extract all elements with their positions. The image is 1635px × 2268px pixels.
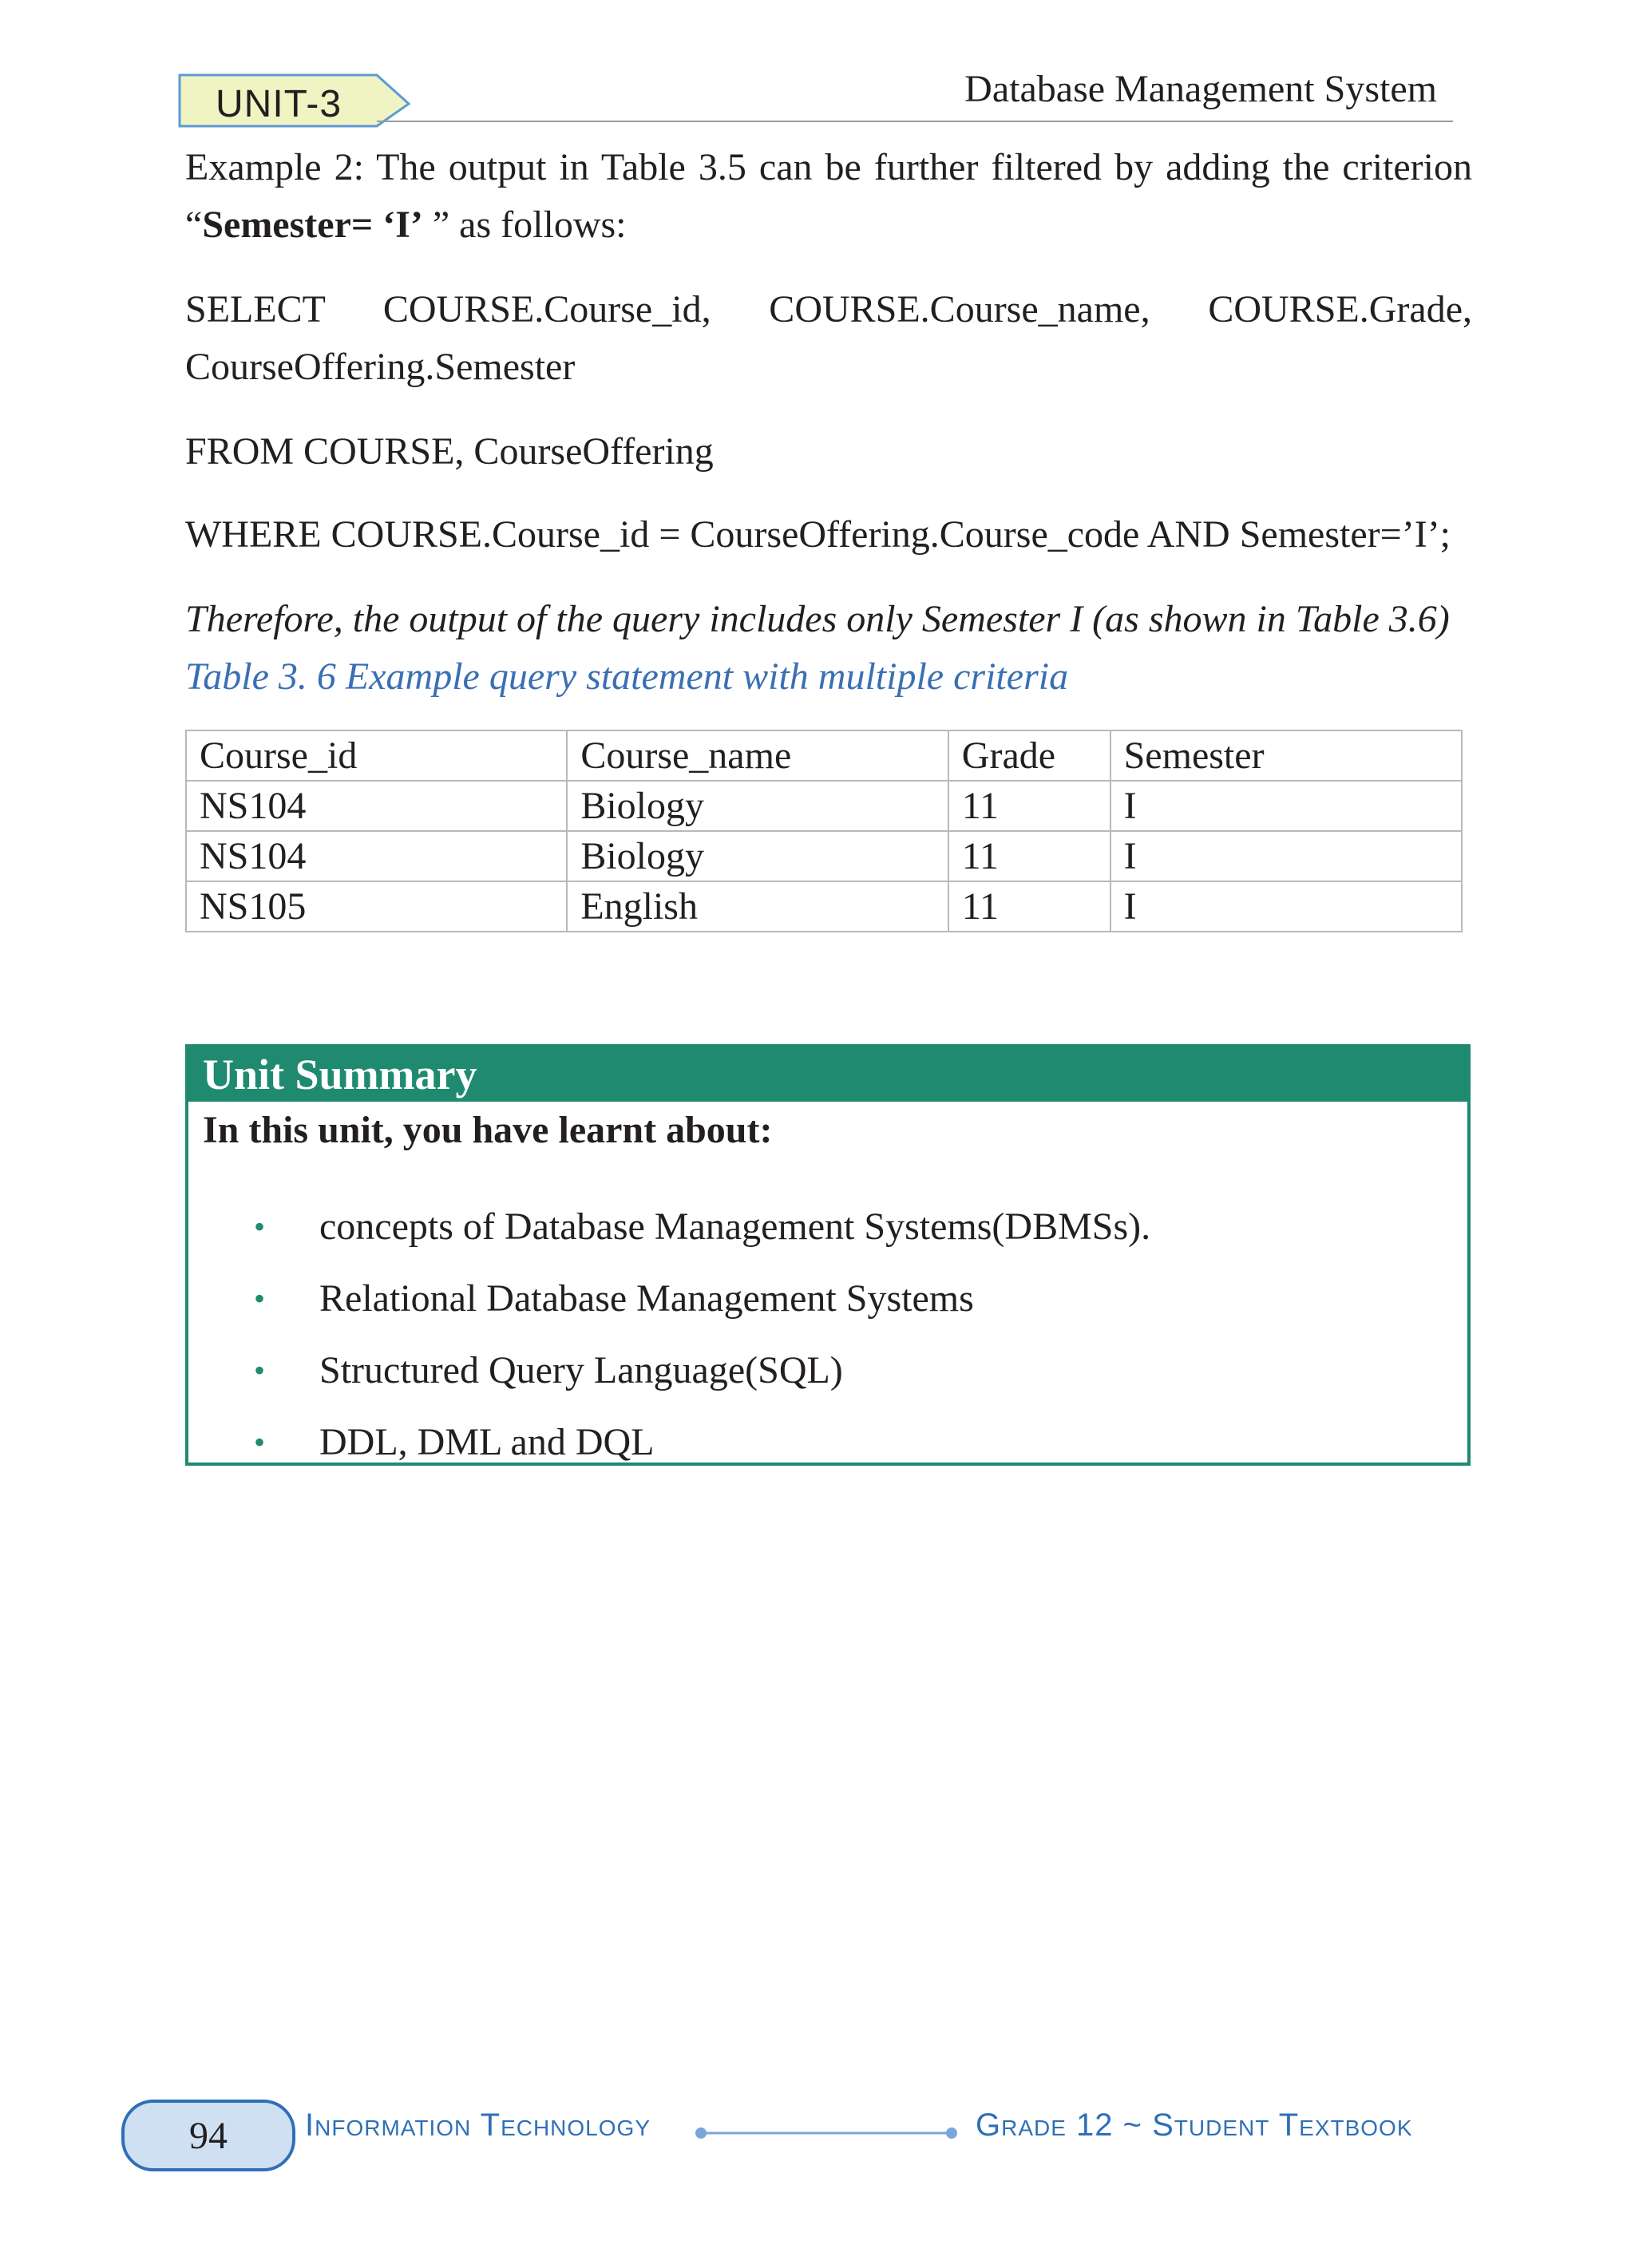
list-item-text: DDL, DML and DQL <box>319 1421 655 1463</box>
bullet-icon: • <box>254 1209 266 1245</box>
table-cell: I <box>1110 831 1462 881</box>
table-cell: Biology <box>567 781 948 831</box>
table-cell: Biology <box>567 831 948 881</box>
results-table <box>185 730 1463 932</box>
example-intro: Example 2: The output in Table 3.5 can be further filtered by adding the criterion <box>185 146 1472 188</box>
table-header-cell: Grade <box>948 730 1110 781</box>
sql-where-line: WHERE COURSE.Course_id = CourseOffering.Course_code AND Semester=’I’; <box>185 513 1451 556</box>
table-header-cell: Course_id <box>186 730 567 781</box>
table-cell: English <box>567 881 948 932</box>
list-item <box>188 1335 1467 1407</box>
table-cell: NS104 <box>186 781 567 831</box>
table-row <box>186 831 1462 881</box>
criterion-bold: Semester= ‘I’ <box>202 204 423 246</box>
table-header-row <box>186 730 1462 781</box>
page-number-badge <box>121 2100 295 2171</box>
table-cell: 11 <box>948 781 1110 831</box>
table-cell: NS105 <box>186 881 567 932</box>
bullet-icon: • <box>254 1352 266 1388</box>
bullet-icon: • <box>254 1424 266 1460</box>
unit-label: UNIT-3 <box>216 83 342 125</box>
list-item-text: concepts of Database Management Systems(DBMSs). <box>319 1205 1151 1248</box>
unit-summary-list <box>188 1191 1467 1478</box>
sql-select-line-2: CourseOffering.Semester <box>185 346 576 388</box>
criterion-open: “ <box>185 204 203 246</box>
table-row <box>186 781 1462 831</box>
sql-select-line-1: SELECT COURSE.Course_id, COURSE.Course_name, COURSE.Grade, <box>185 288 1472 331</box>
unit-summary-box <box>185 1044 1471 1466</box>
table-header-cell: Semester <box>1110 730 1462 781</box>
unit-summary-title: Unit Summary <box>188 1047 1467 1102</box>
table-row <box>186 881 1462 932</box>
running-title: Database Management System <box>964 68 1437 110</box>
result-note: Therefore, the output of the query includes only Semester I (as shown in Table 3.6) <box>185 598 1450 640</box>
bullet-icon: • <box>254 1280 266 1316</box>
sql-from-line: FROM COURSE, CourseOffering <box>185 430 714 473</box>
footer-grade-label: Grade 12 ~ Student Textbook <box>976 2108 1413 2143</box>
list-item-text: Structured Query Language(SQL) <box>319 1349 843 1391</box>
criterion-close: ” as follows: <box>422 204 627 246</box>
table-cell: 11 <box>948 831 1110 881</box>
table-header-cell: Course_name <box>567 730 948 781</box>
list-item <box>188 1407 1467 1478</box>
unit-summary-intro: In this unit, you have learnt about: <box>203 1109 773 1151</box>
table-cell: NS104 <box>186 831 567 881</box>
footer-subject: Information Technology <box>305 2108 651 2143</box>
table-caption: Table 3. 6 Example query statement with multiple criteria <box>185 655 1069 698</box>
list-item <box>188 1191 1467 1263</box>
criterion-line <box>185 196 1472 254</box>
table-cell: I <box>1110 781 1462 831</box>
list-item <box>188 1263 1467 1335</box>
table-cell: I <box>1110 881 1462 932</box>
table-cell: 11 <box>948 881 1110 932</box>
page-number: 94 <box>189 2115 228 2157</box>
footer-divider-line <box>695 2127 966 2139</box>
list-item-text: Relational Database Management Systems <box>319 1277 974 1320</box>
